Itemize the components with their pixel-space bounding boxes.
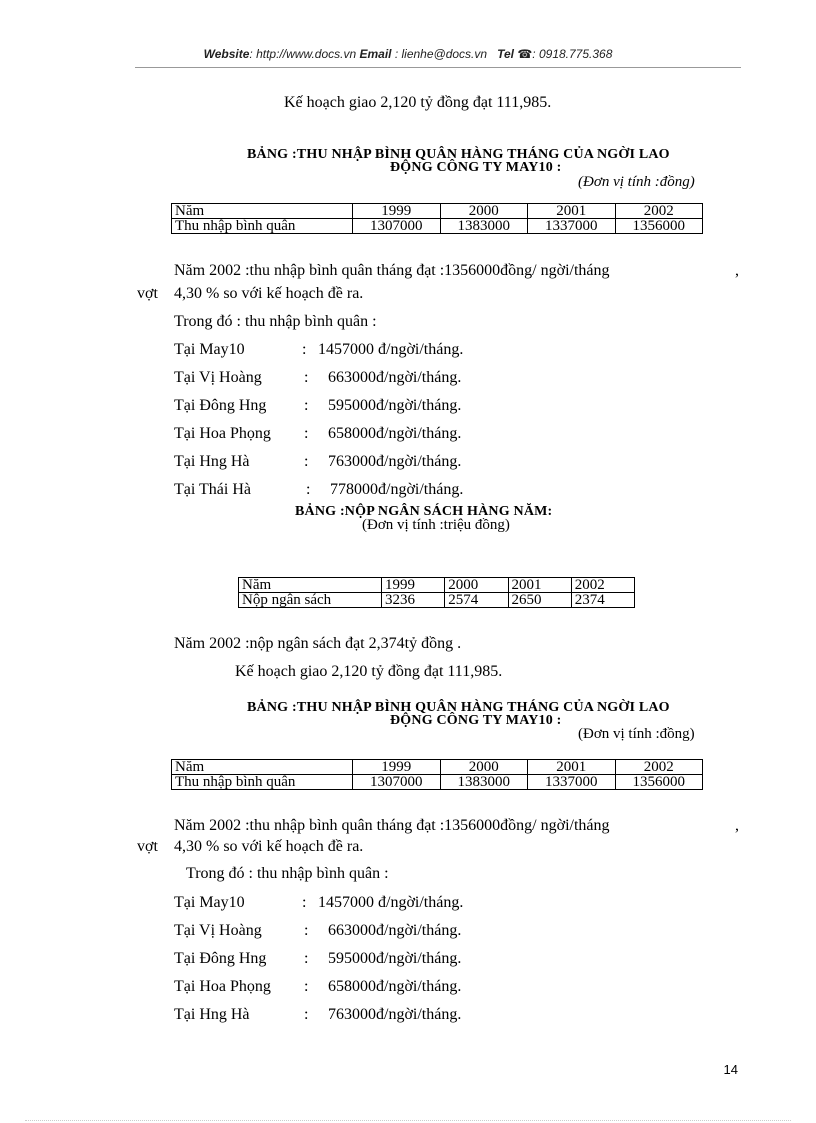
budget-paragraph: Năm 2002 :nộp ngân sách đạt 2,374tỷ đồng . [174, 635, 462, 652]
list-item-sep: : [304, 453, 309, 470]
list-item-place: Tại Vị Hoàng [174, 369, 262, 386]
income-paragraph-a-line1: Năm 2002 :thu nhập bình quân tháng đạt :1356000đồng/ ngời/tháng [174, 262, 610, 279]
list-item-value: 595000đ/ngời/tháng. [328, 950, 462, 967]
table-cell: 1356000 [615, 775, 703, 790]
email-label: Email [359, 47, 392, 61]
list-item-place: Tại Đông Hng [174, 397, 267, 414]
list-item-value: 658000đ/ngời/tháng. [328, 425, 462, 442]
table-cell: 2000 [440, 760, 528, 775]
list-item-value: 1457000 đ/ngời/tháng. [318, 894, 464, 911]
list-item-sep: : [304, 369, 309, 386]
list-item-value: 663000đ/ngời/tháng. [328, 369, 462, 386]
table-cell: 2002 [615, 204, 703, 219]
list-item-sep: : [304, 978, 309, 995]
table-cell: 1999 [353, 760, 441, 775]
tel-label: Tel [497, 47, 514, 61]
table-cell: 2001 [528, 204, 616, 219]
table-cell: Năm [172, 760, 353, 775]
list-item-value: 658000đ/ngời/tháng. [328, 978, 462, 995]
list-item-sep: : [304, 950, 309, 967]
table-cell: 1307000 [353, 775, 441, 790]
table-cell: Năm [239, 578, 382, 593]
plan-text-2: Kế hoạch giao 2,120 tỷ đồng đạt 111,985. [235, 663, 503, 680]
list-item-place: Tại Hoa Phọng [174, 425, 271, 442]
table-cell: Nộp ngân sách [239, 593, 382, 608]
income-table-title-line2-b: ĐỘNG CÔNG TY MAY10 : [390, 713, 562, 728]
table-cell: 2000 [445, 578, 508, 593]
income-table-a [171, 203, 703, 234]
income-table-title-line1-b: BẢNG :THU NHẬP BÌNH QUÂN HÀNG THÁNG CỦA NGỜI LAO [247, 700, 670, 715]
income-paragraph-a-prefix: vợt [137, 285, 158, 302]
budget-table [238, 577, 635, 608]
table-cell: Năm [172, 204, 353, 219]
table-cell: Thu nhập bình quân [172, 219, 353, 234]
income-paragraph-b-line1: Năm 2002 :thu nhập bình quân tháng đạt :1356000đồng/ ngời/tháng [174, 817, 610, 834]
table-cell: 2001 [508, 578, 571, 593]
list-item-sep: : [304, 397, 309, 414]
income-paragraph-a-line2: 4,30 % so với kế hoạch đề ra. [174, 285, 364, 302]
income-table-b [171, 759, 703, 790]
budget-table-title: BẢNG :NỘP NGÂN SÁCH HÀNG NĂM: [295, 504, 553, 519]
table-header-row [239, 578, 635, 593]
income-paragraph-b-line2: 4,30 % so với kế hoạch đề ra. [174, 838, 364, 855]
list-item-sep: : [306, 481, 311, 498]
list-item-place: Tại Đông Hng [174, 950, 267, 967]
table-cell: 1307000 [353, 219, 441, 234]
tel-value: : 0918.775.368 [532, 47, 613, 61]
among-text-b: Trong đó : thu nhập bình quân : [186, 865, 389, 882]
table-row [239, 593, 635, 608]
table-cell: 1337000 [528, 219, 616, 234]
list-item-value: 663000đ/ngời/tháng. [328, 922, 462, 939]
footer-divider [25, 1120, 791, 1121]
table-cell: 2002 [571, 578, 634, 593]
income-unit-a: (Đơn vị tính :đồng) [578, 174, 695, 190]
list-item-place: Tại Vị Hoàng [174, 922, 262, 939]
website-label: Website [203, 47, 250, 61]
plan-text-1: Kế hoạch giao 2,120 tỷ đồng đạt 111,985. [284, 94, 552, 111]
list-item-value: 763000đ/ngời/tháng. [328, 1006, 462, 1023]
table-cell: 1337000 [528, 775, 616, 790]
list-item-value: 778000đ/ngời/tháng. [330, 481, 464, 498]
table-cell: 1999 [353, 204, 441, 219]
phone-icon: ☎ [517, 47, 533, 61]
list-item-place: Tại Hng Hà [174, 453, 250, 470]
income-table-title-line2-a: ĐỘNG CÔNG TY MAY10 : [390, 160, 562, 175]
budget-unit: (Đơn vị tính :triệu đồng) [362, 517, 510, 533]
table-cell: 2650 [508, 593, 571, 608]
table-cell: 1356000 [615, 219, 703, 234]
table-cell: 3236 [382, 593, 445, 608]
income-unit-b: (Đơn vị tính :đồng) [578, 726, 695, 742]
table-row [172, 775, 703, 790]
table-cell: 1383000 [440, 775, 528, 790]
list-item-place: Tại May10 [174, 341, 245, 358]
list-item-value: 1457000 đ/ngời/tháng. [318, 341, 464, 358]
list-item-value: 595000đ/ngời/tháng. [328, 397, 462, 414]
table-cell: 1999 [382, 578, 445, 593]
income-table-title-line1-a: BẢNG :THU NHẬP BÌNH QUÂN HÀNG THÁNG CỦA NGỜI LAO [247, 147, 670, 162]
income-paragraph-b-prefix: vợt [137, 838, 158, 855]
list-item-sep: : [304, 425, 309, 442]
list-item-place: Tại May10 [174, 894, 245, 911]
table-cell: 2001 [528, 760, 616, 775]
list-item-place: Tại Thái Hà [174, 481, 252, 498]
list-item-sep: : [302, 341, 307, 358]
table-cell: 2000 [440, 204, 528, 219]
table-row [172, 219, 703, 234]
list-item-place: Tại Hoa Phọng [174, 978, 271, 995]
table-cell: 2374 [571, 593, 634, 608]
table-cell: 1383000 [440, 219, 528, 234]
list-item-sep: : [302, 894, 307, 911]
income-paragraph-a-comma: , [735, 262, 739, 279]
income-paragraph-b-comma: , [735, 817, 739, 834]
list-item-sep: : [304, 1006, 309, 1023]
list-item-place: Tại Hng Hà [174, 1006, 250, 1023]
table-cell: 2574 [445, 593, 508, 608]
list-item-value: 763000đ/ngời/tháng. [328, 453, 462, 470]
website-link[interactable]: : http://www.docs.vn [249, 47, 357, 61]
table-cell: 2002 [615, 760, 703, 775]
header-divider [135, 67, 741, 68]
list-item-sep: : [304, 922, 309, 939]
table-cell: Thu nhập bình quân [172, 775, 353, 790]
email-link[interactable]: : lienhe@docs.vn [391, 47, 488, 61]
among-text-a: Trong đó : thu nhập bình quân : [174, 313, 377, 330]
page-header [0, 47, 816, 61]
page-number: 14 [723, 1062, 738, 1077]
table-header-row [172, 760, 703, 775]
table-header-row [172, 204, 703, 219]
